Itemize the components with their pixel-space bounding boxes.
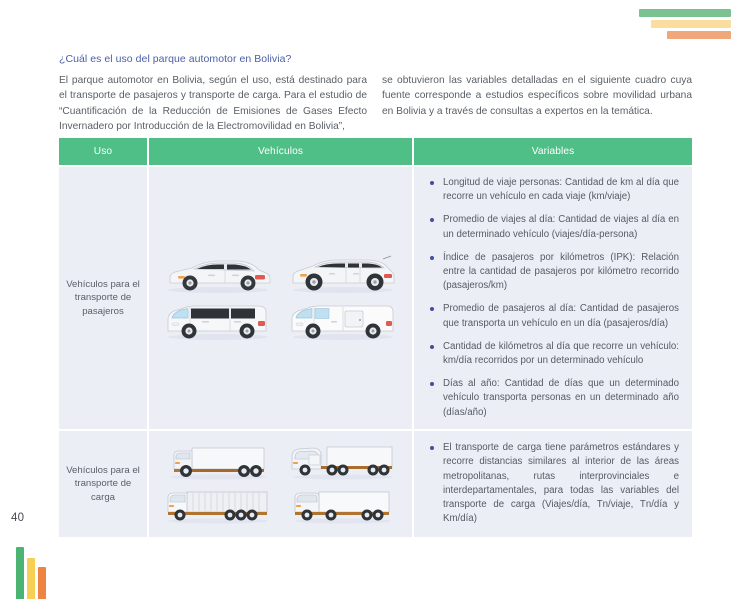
page-number: 40 [11,512,25,524]
container-truck-illustration [159,486,277,526]
list-item: Promedio de viajes al día: Cantidad de viajes al día en un determinado vehículo (viajes/día-persona) [429,213,679,241]
green-bar [639,9,731,17]
yellow-bar [27,558,35,599]
list-item: Días al año: Cantidad de días que un determinado vehículo transporta personas en un determinado año (días/año) [429,377,679,420]
green-bar [16,547,24,599]
box-truck-illustration [159,442,277,482]
column-header-vehiculos: Vehículos [149,138,414,165]
cargo-vehicle-grid [150,432,411,536]
table-header-row [59,138,692,165]
list-item: Cantidad de kilómetros al día que recorre un vehículo: km/día recorridos por un determinado vehículo [429,340,679,368]
orange-bar [667,31,731,39]
passenger-van-illustration [159,300,277,342]
semi-trailer-truck-illustration [284,442,402,482]
variables-cell-carga [414,429,692,537]
cargo-van-illustration [284,300,402,342]
large-box-truck-illustration [284,486,402,526]
sedan-car-illustration [159,254,277,296]
uso-cell-pasajeros: Vehículos para el transporte de pasajeros [59,165,149,429]
cream-bar [651,20,731,28]
vehicle-variables-table [59,138,692,537]
column-header-variables: Variables [414,138,692,165]
table-row [59,429,692,537]
intro-paragraph-right: se obtuvieron las variables detalladas en el siguiente cuadro cuya fuente corresponde a estudios específicos sobre movilidad urbana en Bolivia y a través de consultas a expertos en la temática. [382,75,692,117]
column-header-uso: Uso [59,138,149,165]
intro-paragraph-left: El parque automotor en Bolivia, según el uso, está destinado para el transporte de pasajeros y transporte de carga. Para el estudio de “Cuantificación de la Reducción de Emisiones de Gases Efecto Invernadero por Introducción de la Electromovilidad en Bolivia”, [59,75,367,133]
list-item: Promedio de pasajeros al día: Cantidad de pasajeros que transporta un vehículo en un día (pasajeros/día) [429,302,679,330]
vehicles-cell-pasajeros [149,165,414,429]
bottom-left-decoration [16,539,46,599]
variables-cell-pasajeros [414,165,692,429]
list-item: Longitud de viaje personas: Cantidad de km al día que recorre un vehículo en cada viaje (km/viaje) [429,176,679,204]
table-row [59,165,692,429]
passenger-vehicle-grid [150,244,411,352]
orange-bar [38,567,46,599]
list-item: Índice de pasajeros por kilómetros (IPK): Relación entre la cantidad de pasajeros por kilómetro recorrido (pasajeros/km) [429,251,679,294]
top-right-decoration [621,9,731,42]
list-item: El transporte de carga tiene parámetros estándares y recorre distancias similares al interior de las áreas metropolitanas, rutas interprovinciales e interdepartamentales, para todas las variables del transporte de carga (Viajes/día, Tn/viaje, Tn/día y Km/día) [429,441,679,526]
vehicles-cell-carga [149,429,414,537]
passenger-variables-list [415,168,691,428]
uso-cell-carga: Vehículos para el transporte de carga [59,429,149,537]
page-title: ¿Cuál es el uso del parque automotor en Bolivia? [59,53,292,65]
cargo-variables-list [415,433,691,534]
suv-car-illustration [284,254,402,296]
